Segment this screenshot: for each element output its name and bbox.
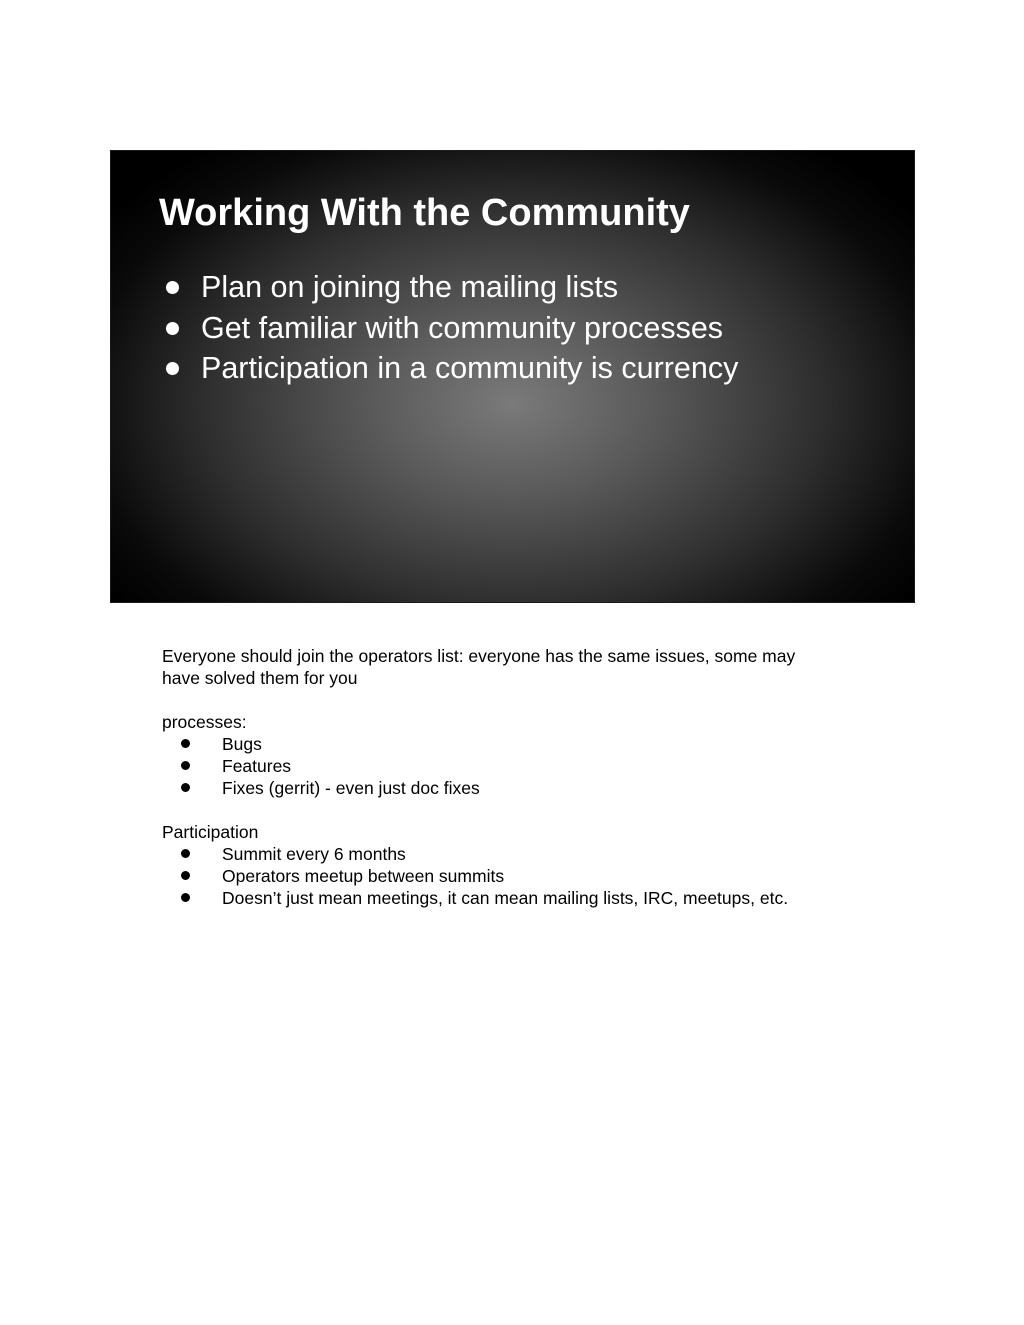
list-item (162, 777, 862, 799)
list-item-text: Doesn’t just mean meetings, it can mean mailing lists, IRC, meetups, etc. (222, 888, 789, 908)
list-item-text: Operators meetup between summits (222, 866, 505, 886)
bullet-icon (166, 281, 179, 294)
slide-bullet-text: Plan on joining the mailing lists (201, 270, 619, 304)
list-item-text: Fixes (gerrit) - even just doc fixes (222, 778, 480, 798)
slide-bullet-text: Get familiar with community processes (201, 310, 724, 345)
processes-heading: processes: (162, 712, 247, 732)
slide-title: Working With the Community (159, 192, 690, 234)
processes-list (162, 733, 862, 799)
notes-intro-line: have solved them for you (162, 668, 358, 688)
slide-bullet-text: Participation in a community is currency (201, 351, 739, 385)
list-item-text: Bugs (222, 734, 262, 754)
paragraph-spacer (162, 689, 862, 711)
bullet-icon (181, 871, 190, 880)
bullet-icon (181, 783, 190, 792)
notes-intro-line: Everyone should join the operators list: everyone has the same issues, some may (162, 646, 796, 666)
list-item (162, 733, 862, 755)
paragraph-spacer (162, 799, 862, 821)
list-item (162, 887, 862, 909)
bullet-icon (166, 362, 179, 375)
slide-bullet-item (159, 267, 738, 308)
bullet-icon (166, 322, 179, 335)
bullet-icon (181, 761, 190, 770)
participation-list (162, 843, 862, 909)
bullet-icon (181, 893, 190, 902)
slide-image (110, 150, 915, 603)
participation-heading: Participation (162, 822, 259, 842)
list-item-text: Features (222, 756, 292, 776)
slide-bullet-item (159, 348, 738, 389)
slide-bullet-list (159, 267, 738, 389)
speaker-notes (162, 645, 862, 909)
list-item (162, 843, 862, 865)
slide-bullet-item (159, 308, 738, 349)
bullet-icon (181, 849, 190, 858)
list-item (162, 865, 862, 887)
list-item (162, 755, 862, 777)
list-item-text: Summit every 6 months (222, 844, 406, 864)
bullet-icon (181, 739, 190, 748)
